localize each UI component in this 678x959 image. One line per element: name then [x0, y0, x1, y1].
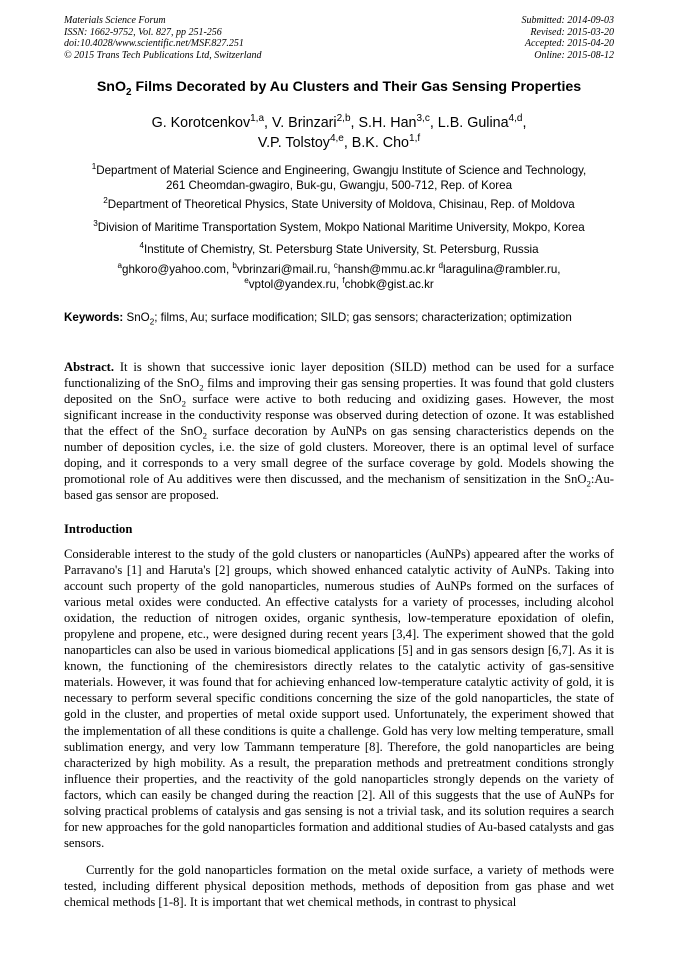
email-link[interactable]: hansh@mmu.ac.kr [337, 263, 436, 276]
intro-paragraph-1: Considerable interest to the study of the gold clusters or nanoparticles (AuNPs) appeared after the works of Parravano's [1] and Haruta's [2] groups, which showed enhanced catalytic activity of AuNPs. Taking into account such property of the gold nanoparticles, numerous studies of AuNPs formed on the surfaces of various metal oxides were conducted. An effective catalysts for a variety of processes, including alcohol oxidation, the reduction of nitrogen oxides, organic synthesis, low-temperature epoxidation of olefin, propylene and propene, etc., were designed during recent years [3,4]. The experiment showed that the gold nanoparticles can also be used in various biomedical applications [5] and in gas sensors design [6,7]. As it is known, the functioning of the chemiresistors directly relates to the catalytic activity of gas-sensitive materials. However, it was found that for achieving enhanced low-temperature catalytic activity of gold, it is necessary to perform several specific conditions concerning the size of the gold nanoparticles, the state of gold in the cluster, and properties of metal oxide support used. Unfortunately, the experiment showed that the implementation of all these conditions is quite a challenge. Gold has very low melting temperature, small sublimation energy, and very low Tammann temperature [8]. Therefore, the gold nanoparticles are being characterized by high mobility. As a result, the preparation methods and pretreatment conditions strongly influence their properties, and the reactivity of the gold nanoparticles strongly depends on the variety of factors, which can easily be changed during the reaction [2]. All of this suggests that the use of AuNPs for solving practical problems of catalysis and gas sensing is not a trivial task, and its solution requires a search for new approaches for the gold nanoparticles formation and additional studies of Au-based catalysts and gas sensors. [64, 547, 614, 850]
copyright-line: © 2015 Trans Tech Publications Ltd, Switzerland [64, 49, 262, 61]
email-link[interactable]: vptol@yandex.ru [248, 278, 336, 291]
journal-header-left [64, 15, 262, 61]
affiliation-1: $^1$Department of Material Science and Engineering, Gwangju Institute of Science and Technology, 261 Cheomdan-gwagiro, Buk-gu, Gwangju, 500-712, Rep. of Korea [91, 162, 587, 192]
author-name: V. Brinzari [271, 115, 337, 131]
author-list [64, 113, 614, 153]
revised-date: Revised: 2015-03-20 [530, 26, 614, 38]
submitted-date: Submitted: 2014-09-03 [521, 15, 614, 26]
journal-name: Materials Science Forum [64, 15, 166, 26]
keywords-label: Keywords: [64, 311, 124, 324]
affiliation-2: $^2$Department of Theoretical Physics, State University of Moldova, Chisinau, Rep. of Moldova [103, 196, 575, 211]
email-link[interactable]: laragulina@rambler.ru [443, 263, 558, 276]
email-link[interactable]: vbrinzari@mail.ru [236, 263, 328, 276]
author-name: L.B. Gulina [437, 115, 509, 131]
affiliation-3: $^3$Division of Maritime Transportation System, Mokpo National Maritime University, Mokpo, Korea [93, 219, 585, 234]
intro-paragraph-2: Currently for the gold nanoparticles formation on the metal oxide surface, a variety of methods were tested, including different physical deposition methods, methods of deposition from gas phase and wet chemical methods [1-8]. It is important that wet chemical methods, in contrast to physical [64, 863, 614, 910]
accepted-date: Accepted: 2015-04-20 [524, 38, 614, 50]
author-name: G. Korotcenkov [151, 115, 251, 131]
email-list: $^a$ghkoro@yahoo.com, $^b$vbrinzari@mail.ru, $^c$hansh@mmu.ac.kr $^d$laragulina@rambler.ru, $^e$vptol@yandex.ru, $^f$chobk@gist.ac.kr [117, 261, 561, 291]
author-line-2: V.P. Tolstoy$^{4,e}$, B.K. Cho$^{1,f}$ [257, 133, 421, 151]
email-link[interactable]: chobk@gist.ac.kr [344, 278, 434, 291]
abstract: Abstract. It is shown that successive ionic layer deposition (SILD) method can be used for a surface functionalizing of the SnO$_2$ films and improving their gas sensing properties. It was found that gold clusters deposited on the SnO$_2$ surface were active to both reducing and oxidizing gases. However, the most significant increase in the conductivity response was observed during detection of ozone. It was established that the effect of the SnO$_2$ surface decoration by AuNPs on gas sensing characteristics depends on the number of deposition cycles, i.e. the size of gold clusters. Moreover, there is an optimal level of surface doping, and it corresponds to a very small degree of the surface coverage by gold. Models showing the promotional role of Au additives were then discussed, and the mechanism of sensitization in the SnO$_2$:Au-based gas sensor are proposed. [64, 360, 614, 503]
email-link[interactable]: ghkoro@yahoo.com [122, 263, 226, 276]
author-name: B.K. Cho [351, 135, 410, 151]
section-heading-introduction: Introduction [64, 522, 133, 536]
author-name: V.P. Tolstoy [257, 135, 330, 151]
paper-title: SnO$_2$ Films Decorated by Au Clusters and Their Gas Sensing Properties [96, 79, 582, 98]
abstract-label: Abstract. [64, 360, 115, 374]
online-date: Online: 2015-08-12 [534, 49, 614, 61]
doi-line: doi:10.4028/www.scientific.net/MSF.827.251 [64, 38, 244, 50]
keywords: Keywords: SnO$_2$; films, Au; surface modification; SILD; gas sensors; characterization; optimization [64, 311, 572, 327]
journal-header-right [522, 15, 615, 61]
issn-line: ISSN: 1662-9752, Vol. 827, pp 251-256 [64, 26, 222, 38]
author-line-1: G. Korotcenkov$^{1,a}$, V. Brinzari$^{2,b}$, S.H. Han$^{3,c}$, L.B. Gulina$^{4,d}$, [151, 113, 527, 131]
author-name: S.H. Han [358, 115, 417, 131]
affiliation-4: $^4$Institute of Chemistry, St. Petersburg State University, St. Petersburg, Russia [139, 241, 539, 256]
